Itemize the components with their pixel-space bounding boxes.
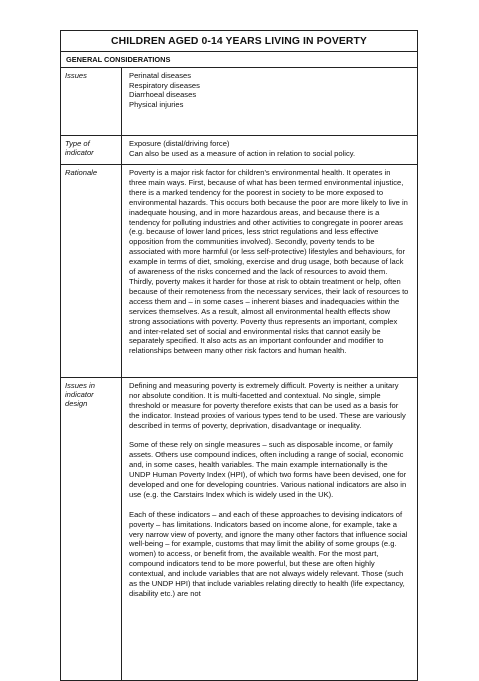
design-issues-row bbox=[61, 378, 417, 680]
section-heading: GENERAL CONSIDERATIONS bbox=[61, 52, 417, 68]
design-paragraph: Defining and measuring poverty is extremely difficult. Poverty is neither a unitary nor absolute condition. It is multi-facetted and contextual. No single, simple threshold or measure for poverty therefore exists that can be used as a basis for the indicator. Instead proxies of various types tend to be used. These are variously described in terms of poverty, deprivation, disadvantage or inequality. bbox=[129, 381, 406, 430]
document-title: CHILDREN AGED 0-14 YEARS LIVING IN POVERTY bbox=[61, 31, 417, 52]
design-paragraph: Some of these rely on single measures – such as disposable income, or family assets. Others use compound indices, often including a range of social, economic and, in some cases, health variables. The main example internationally is the UNDP Human Poverty Index (HPI), of which two forms have been devised, one for developed and one for developing countries. Various national indicators are also in use (e.g. the Carstairs Index which is widely used in the UK). bbox=[129, 440, 407, 499]
type-label-line: Type of bbox=[65, 139, 90, 148]
issue-item: Respiratory diseases bbox=[129, 80, 200, 90]
rationale-content bbox=[122, 165, 417, 377]
design-label-line: Issues in bbox=[65, 381, 95, 390]
type-item: Can also be used as a measure of action in relation to social policy. bbox=[129, 148, 356, 158]
design-issues-content bbox=[122, 378, 417, 680]
rationale-row bbox=[61, 165, 417, 378]
design-label-line: design bbox=[65, 399, 88, 408]
issues-label: Issues bbox=[61, 68, 122, 135]
issue-item: Diarrhoeal diseases bbox=[129, 90, 197, 100]
design-issues-label bbox=[61, 378, 122, 680]
issue-item: Perinatal diseases bbox=[129, 71, 192, 80]
indicator-table bbox=[60, 30, 418, 681]
type-item: Exposure (distal/driving force) bbox=[129, 139, 230, 148]
type-label-line: indicator bbox=[65, 148, 94, 157]
issues-row bbox=[61, 68, 417, 136]
type-of-indicator-content bbox=[122, 136, 417, 164]
design-paragraph: Each of these indicators – and each of these approaches to devising indicators of poverty – has limitations. Indicators based on income alone, for example, take a very narrow view of poverty, and ignore the many other factors that influence social well-being – for example, customs that may limit the ability of some groups (e.g. women) to access, or benefit from, the available wealth. For the most part, compound indicators tend to be more powerful, but these are often highly contextual, and include variables that are not always widely relevant. Those (such as the UNDP HPI) that include variables relating directly to health (life expectancy, disability etc.) are not bbox=[129, 509, 408, 598]
type-of-indicator-row bbox=[61, 136, 417, 165]
type-of-indicator-label bbox=[61, 136, 122, 164]
rationale-label: Rationale bbox=[61, 165, 122, 377]
rationale-text: Poverty is a major risk factor for children's environmental health. It operates in three main ways. First, because of what has been termed environmental injustice, there is a marked tendency for the poorest in society to be more exposed to environmental hazards. This occurs both because the poor are more likely to live in inadequate housing, and in more hazardous areas, and because there is a tendency for polluting industries and other activities to congregate in poorer areas (e.g. because of lower land prices, less strict regulations and less effective opposition from the communities involved). Secondly, poverty tends to be associated with more harmful (or less self-protective) lifestyles and behaviours, for example in terms of diet, smoking, exercise and drug usage, both because of lack of awareness of the risks concerned and the lack of resources to avoid them. Thirdly, poverty makes it harder for those at risk to obtain treatment or help, often because of their remoteness from the necessary services, their lack of resources to access them and – in some cases – inherent biases and inadequacies within the services themselves. As a result, almost all environmental health effects show strong associations with poverty. Poverty thus represents an important, complex and inter-related set of social and environmental risks that cannot easily be separately specified. It also acts as an important confounder and modifier to relationships between many other risk factors and human health. bbox=[129, 168, 409, 356]
design-label-line: indicator bbox=[65, 390, 94, 399]
issue-item: Physical injuries bbox=[129, 99, 184, 109]
issues-content bbox=[122, 68, 417, 135]
